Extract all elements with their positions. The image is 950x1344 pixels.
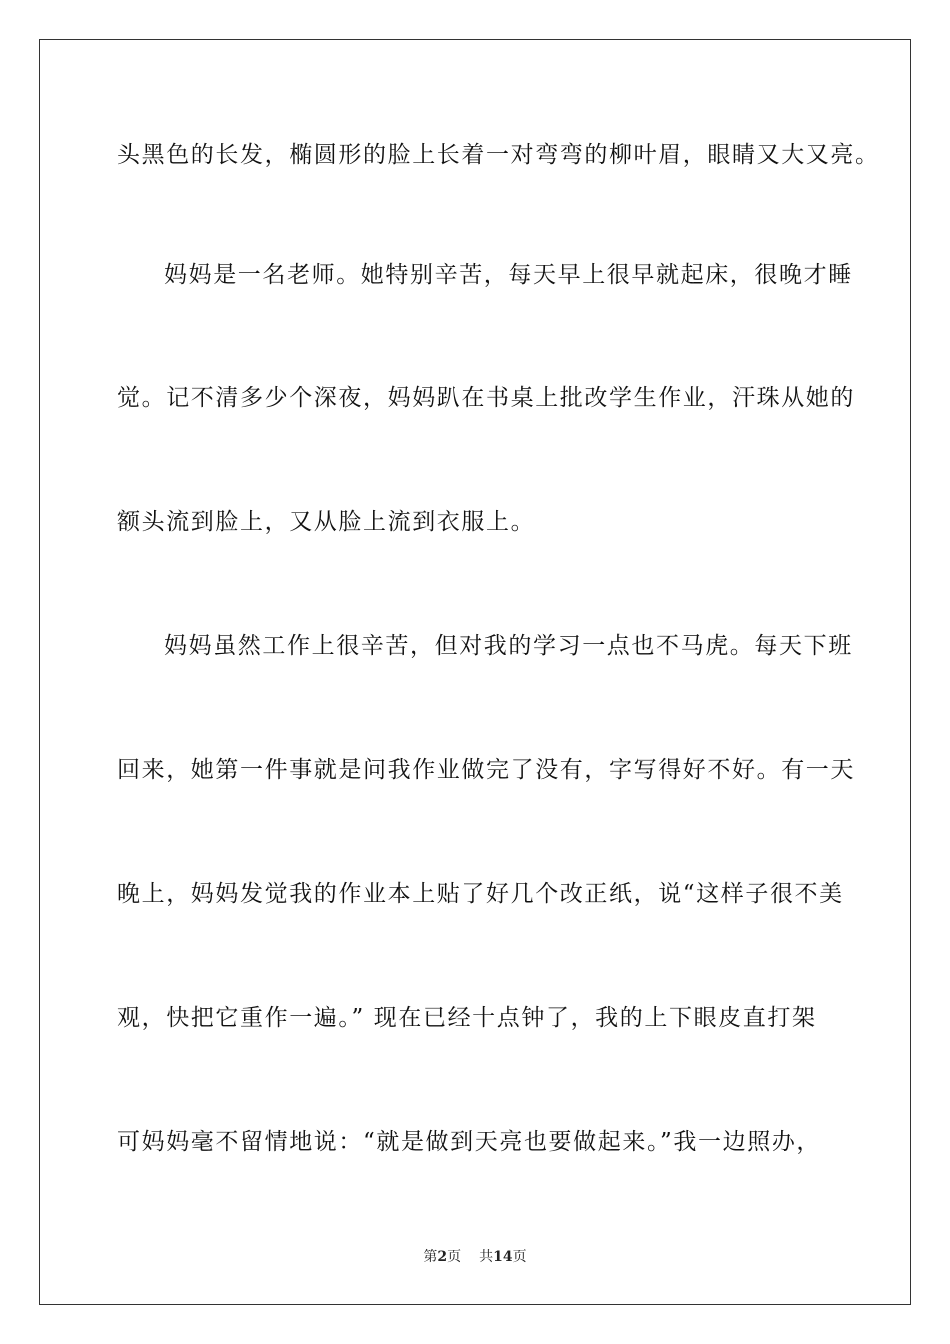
footer-total-suffix: 页 <box>512 1249 527 1265</box>
text-line-5: 妈妈虽然工作上很辛苦，但对我的学习一点也不马虎。每天下班 <box>164 633 853 659</box>
footer-page-suffix: 页 <box>447 1249 462 1265</box>
text-line-2: 妈妈是一名老师。她特别辛苦，每天早上很早就起床，很晚才睡 <box>164 262 853 288</box>
text-line-8: 观，快把它重作一遍。” 现在已经十点钟了，我的上下眼皮直打架 <box>117 1005 817 1031</box>
text-line-3: 觉。记不清多少个深夜，妈妈趴在书桌上批改学生作业，汗珠从她的 <box>117 385 855 411</box>
text-line-6: 回来，她第一件事就是问我作业做完了没有，字写得好不好。有一天 <box>117 757 855 783</box>
footer-total-pages: 14 <box>493 1249 513 1265</box>
text-line-7: 晚上，妈妈发觉我的作业本上贴了好几个改正纸，说“这样子很不美 <box>117 881 844 907</box>
text-line-1: 头黑色的长发，椭圆形的脸上长着一对弯弯的柳叶眉，眼睛又大又亮。 <box>117 142 880 168</box>
page-border <box>39 39 911 1305</box>
footer-page-prefix: 第 <box>423 1249 438 1265</box>
text-line-9: 可妈妈毫不留情地说：“就是做到天亮也要做起来。”我一边照办， <box>117 1129 822 1155</box>
page-footer <box>0 1248 950 1266</box>
footer-page-number: 2 <box>437 1249 448 1265</box>
text-line-4: 额头流到脸上，又从脸上流到衣服上。 <box>117 509 536 535</box>
footer-total-prefix: 共 <box>479 1249 494 1265</box>
